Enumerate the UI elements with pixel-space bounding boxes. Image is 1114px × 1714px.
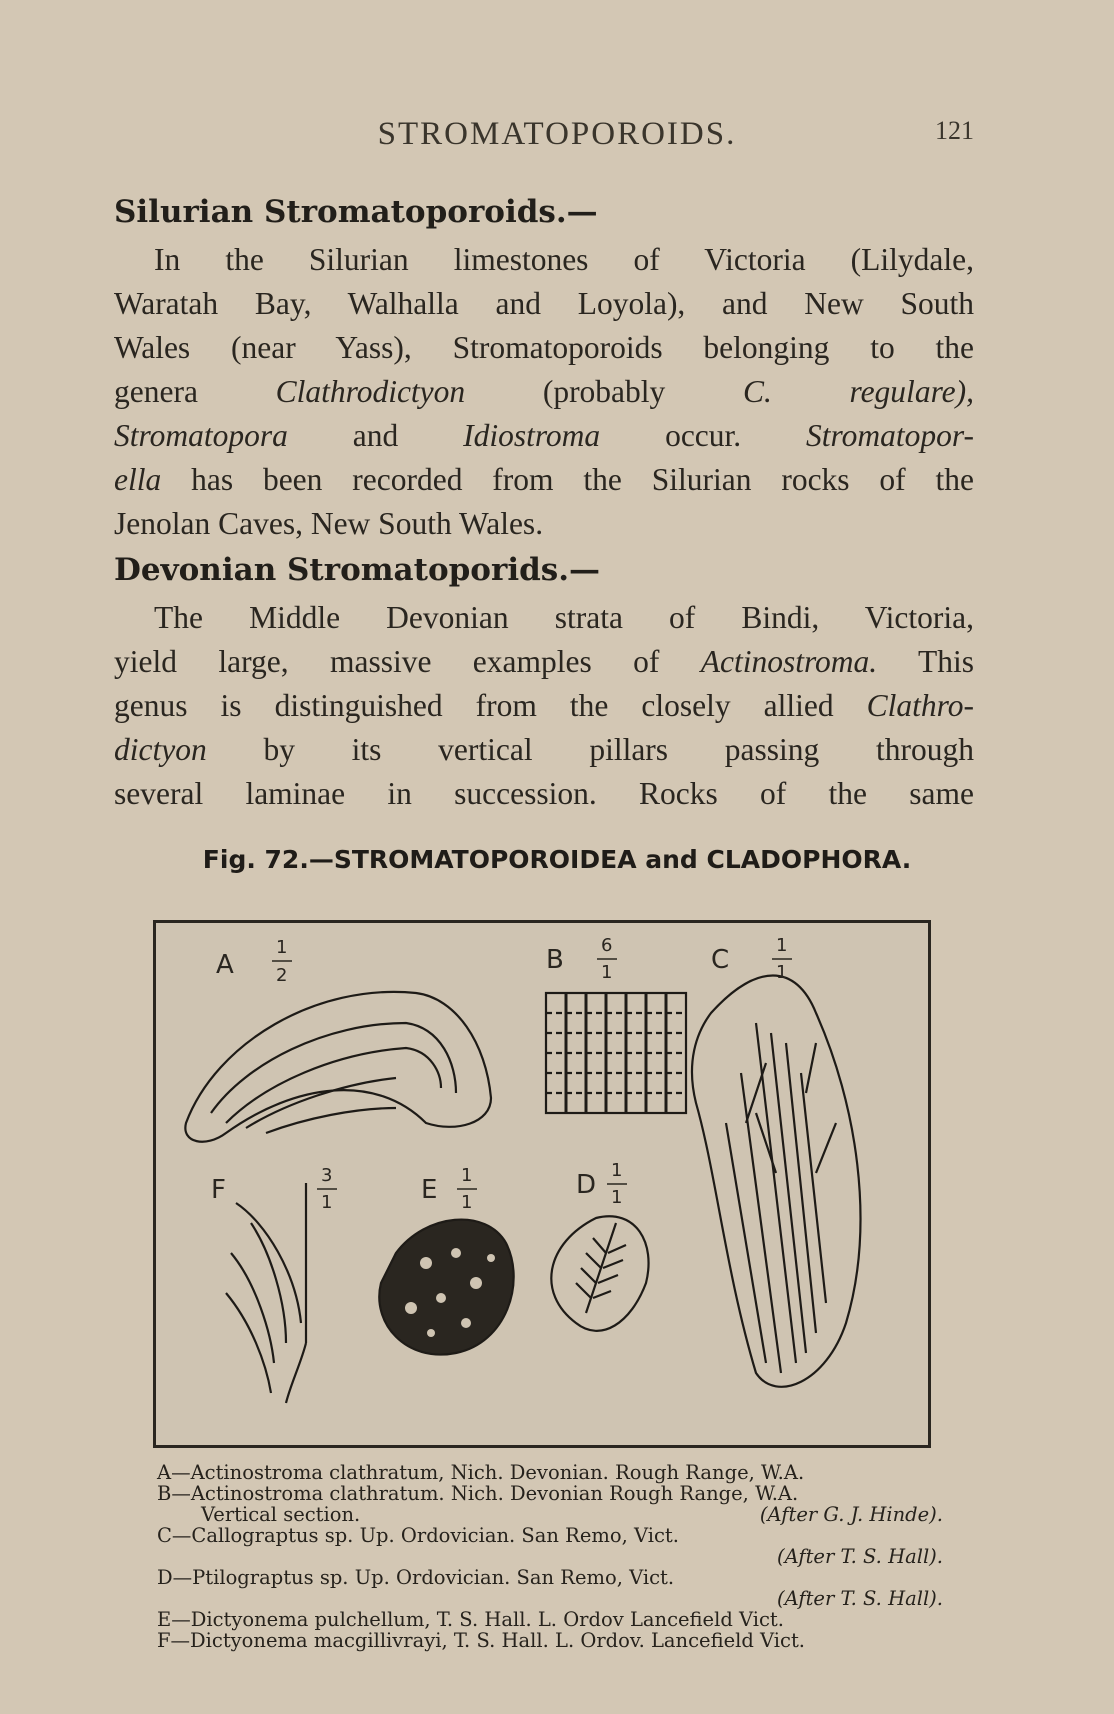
specimen-b-illustration bbox=[546, 993, 686, 1113]
specimen-d-illustration bbox=[551, 1216, 648, 1331]
legend-row bbox=[157, 1525, 967, 1546]
scale-b-num: 6 bbox=[601, 935, 613, 956]
legend-row bbox=[157, 1588, 967, 1609]
scale-d-num: 1 bbox=[611, 1160, 623, 1181]
taxon-name: Idiostroma bbox=[463, 418, 601, 453]
word: several laminae in succession. bbox=[114, 776, 597, 811]
scale-e-den: 1 bbox=[461, 1192, 473, 1213]
legend-row bbox=[157, 1483, 967, 1504]
legend-text: Vertical section. bbox=[201, 1503, 361, 1526]
legend-text: B—Actinostroma clathratum. Nich. Devonian Rough Range, W.A. bbox=[157, 1482, 799, 1505]
text-line bbox=[114, 414, 974, 458]
word: occur. bbox=[665, 418, 742, 453]
paragraph-devonian bbox=[114, 596, 974, 816]
word: This bbox=[917, 644, 974, 679]
word: (probably bbox=[542, 374, 666, 409]
taxon-name: dictyon bbox=[114, 732, 207, 767]
scale-c-den: 1 bbox=[776, 962, 788, 983]
section-heading-devonian: Devonian Stromatoporids.— bbox=[114, 552, 601, 588]
legend-text: D—Ptilograptus sp. Up. Ordovician. San Remo, Vict. bbox=[157, 1566, 675, 1589]
label-f: F bbox=[211, 1175, 226, 1205]
legend-text: A—Actinostroma clathratum, Nich. Devonian. Rough Range, W.A. bbox=[157, 1461, 805, 1484]
label-c: C bbox=[711, 945, 730, 975]
scale-f-num: 3 bbox=[321, 1165, 333, 1186]
label-a: A bbox=[216, 950, 234, 980]
taxon-name: Stromatopora bbox=[114, 418, 288, 453]
legend-attribution: (After T. S. Hall). bbox=[777, 1545, 943, 1568]
text-line: Jenolan Caves, New South Wales. bbox=[114, 506, 544, 541]
legend-text: E—Dictyonema pulchellum, T. S. Hall. L. Ordov Lancefield Vict. bbox=[157, 1608, 784, 1631]
text-line: The Middle Devonian strata of Bindi, Victoria, bbox=[154, 600, 974, 635]
text-line bbox=[114, 370, 974, 414]
legend-row bbox=[157, 1567, 967, 1588]
specimen-e-illustration bbox=[379, 1220, 513, 1355]
specimen-c-illustration bbox=[692, 976, 860, 1387]
scale-a-den: 2 bbox=[276, 965, 288, 986]
taxon-name: Clathrodictyon bbox=[275, 374, 466, 409]
word: genus is distinguished from the closely allied bbox=[114, 688, 834, 723]
taxon-name: Stromatopor- bbox=[806, 418, 974, 453]
word: by its vertical pillars passing through bbox=[263, 732, 974, 767]
word: and bbox=[352, 418, 399, 453]
text-line bbox=[114, 684, 974, 728]
word: genera bbox=[114, 374, 198, 409]
scale-c-num: 1 bbox=[776, 935, 788, 956]
legend-text: F—Dictyonema macgillivrayi, T. S. Hall. L. Ordov. Lancefield Vict. bbox=[157, 1629, 805, 1652]
label-d: D bbox=[576, 1170, 597, 1200]
figure-plate bbox=[153, 920, 931, 1448]
word: yield large, massive examples of bbox=[114, 644, 660, 679]
legend-attribution: (After T. S. Hall). bbox=[777, 1587, 943, 1610]
taxon-name: ella bbox=[114, 462, 162, 497]
taxon-name: Actinostroma. bbox=[700, 644, 878, 679]
scale-a-num: 1 bbox=[276, 937, 288, 958]
scale-e-num: 1 bbox=[461, 1165, 473, 1186]
paragraph-silurian bbox=[114, 238, 974, 546]
text-line bbox=[114, 458, 974, 502]
page-number: 121 bbox=[935, 116, 974, 145]
figure-legend bbox=[157, 1462, 967, 1651]
legend-row bbox=[157, 1609, 967, 1630]
scale-f-den: 1 bbox=[321, 1192, 333, 1213]
scale-d-den: 1 bbox=[611, 1187, 623, 1208]
legend-attribution: (After G. J. Hinde). bbox=[759, 1503, 943, 1526]
label-b: B bbox=[546, 945, 564, 975]
legend-row bbox=[157, 1630, 967, 1651]
word: Rocks of the same bbox=[639, 776, 974, 811]
figure-caption: Fig. 72.—STROMATOPOROIDEA and CLADOPHORA. bbox=[202, 845, 912, 874]
specimen-a-illustration bbox=[185, 992, 491, 1142]
text-line bbox=[114, 640, 974, 684]
taxon-name: C. regulare), bbox=[742, 374, 974, 409]
running-title: STROMATOPOROIDS. bbox=[377, 116, 737, 152]
text-line: Wales (near Yass), Stromatoporoids belonging to the bbox=[114, 330, 974, 365]
text-line: Waratah Bay, Walhalla and Loyola), and New South bbox=[114, 286, 974, 321]
legend-row bbox=[157, 1504, 967, 1525]
legend-text: C—Callograptus sp. Up. Ordovician. San Remo, Vict. bbox=[157, 1524, 679, 1547]
section-heading-silurian: Silurian Stromatoporoids.— bbox=[114, 194, 598, 230]
text-line bbox=[114, 772, 974, 816]
specimen-f-illustration bbox=[226, 1183, 306, 1403]
label-e: E bbox=[421, 1175, 438, 1205]
legend-row bbox=[157, 1546, 967, 1567]
text-line bbox=[114, 728, 974, 772]
legend-row bbox=[157, 1462, 967, 1483]
word: has been recorded from the Silurian rocks of the bbox=[191, 462, 974, 497]
scale-b-den: 1 bbox=[601, 962, 613, 983]
taxon-name: Clathro- bbox=[866, 688, 975, 723]
text-line: In the Silurian limestones of Victoria (Lilydale, bbox=[154, 242, 974, 277]
fossil-illustrations bbox=[156, 923, 928, 1445]
